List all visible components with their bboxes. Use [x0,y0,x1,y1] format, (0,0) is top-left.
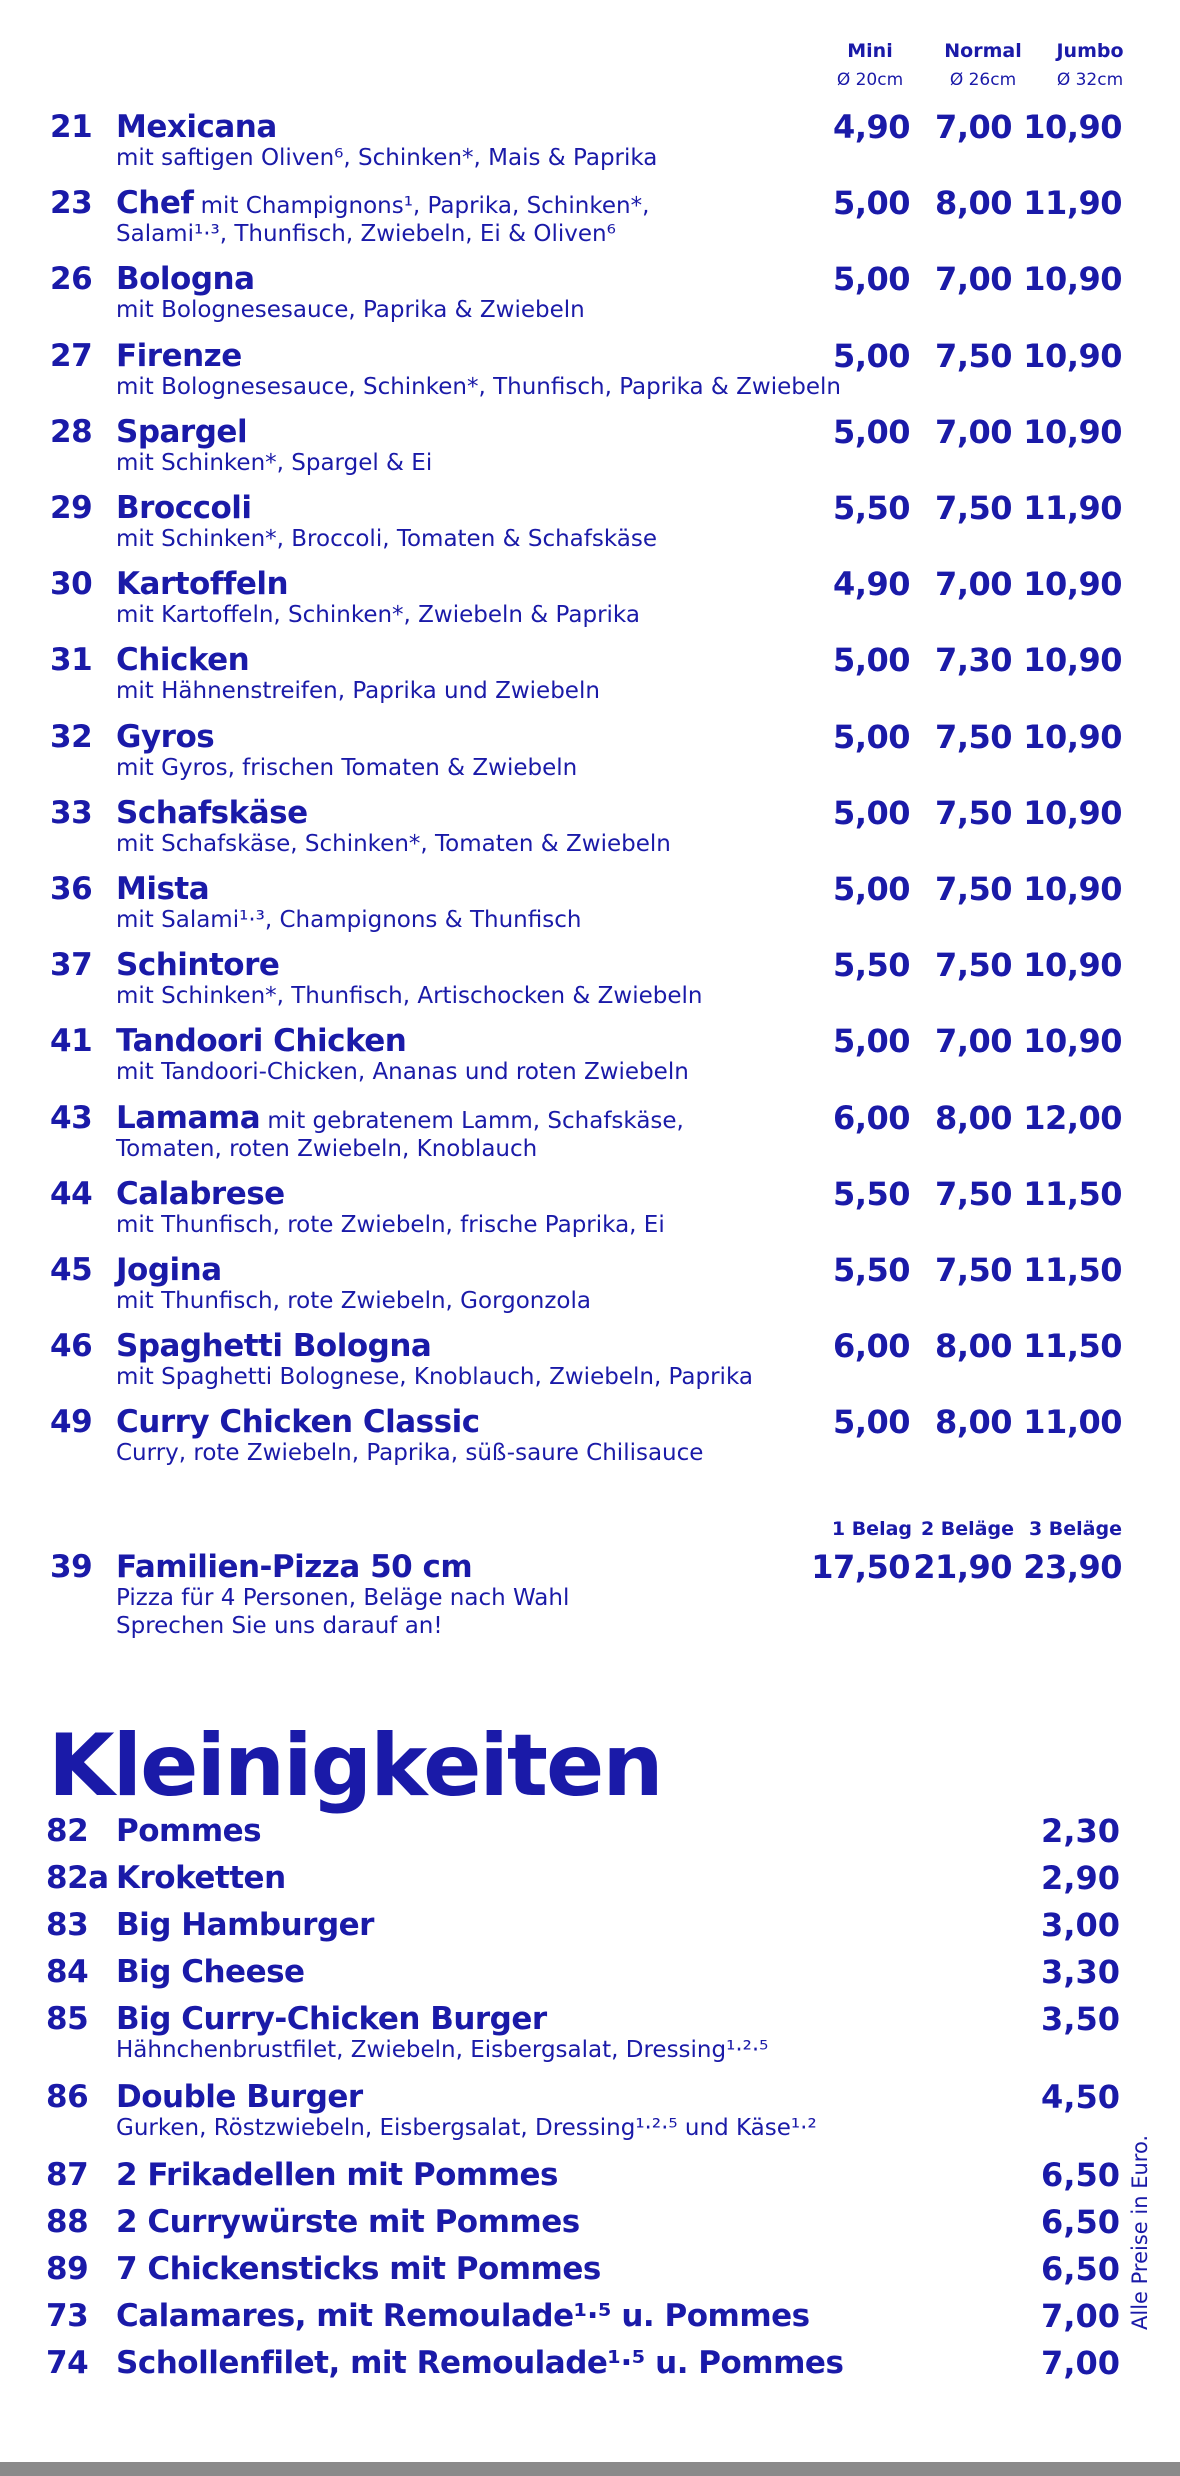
item-name [116,946,279,987]
item-price: 3,00 [1041,1906,1120,1944]
item-description: mit Spaghetti Bolognese, Knoblauch, Zwiebeln, Paprika [116,1364,753,1390]
price-jumbo: 11,90 [1023,184,1122,222]
item-description: mit Schinken*, Spargel & Ei [116,450,433,476]
price-jumbo: 11,50 [1023,1251,1122,1289]
family-header-3: 3 Beläge [1028,1518,1122,1540]
size-diameter-normal: Ø 26cm [949,70,1017,90]
price-normal: 8,00 [935,1403,1012,1441]
price-mini: 5,00 [833,641,910,679]
snack-item [0,1859,1180,1903]
item-number: 36 [50,871,93,907]
item-name-text: Spargel [116,414,248,450]
price-mini: 5,50 [833,946,910,984]
item-price: 7,00 [1041,2344,1120,2382]
item-description: Pizza für 4 Personen, Beläge nach Wahl [116,1585,570,1611]
item-number: 26 [50,261,93,297]
item-name-text: Firenze [116,338,242,374]
item-number: 89 [46,2251,89,2287]
price-mini: 5,00 [833,718,910,756]
pizza-item [0,1327,1180,1403]
price-mini: 6,00 [833,1099,910,1137]
item-number: 46 [50,1328,93,1364]
item-number: 27 [50,338,93,374]
pizza-item [0,794,1180,870]
price-jumbo: 10,90 [1023,260,1122,298]
item-number: 82a [46,1860,109,1896]
item-price: 6,50 [1041,2203,1120,2241]
price-normal: 7,50 [935,1175,1012,1213]
price-mini: 4,90 [833,565,910,603]
item-number: 33 [50,795,93,831]
item-description: mit Kartoffeln, Schinken*, Zwiebeln & Paprika [116,602,640,628]
pizza-item [0,641,1180,717]
price-normal: 7,50 [935,337,1012,375]
price-normal: 7,50 [935,718,1012,756]
family-header-2: 2 Beläge [920,1518,1014,1540]
price-normal: 7,00 [935,1022,1012,1060]
snack-item [0,2000,1180,2063]
price-mini: 5,00 [833,794,910,832]
price-jumbo: 10,90 [1023,565,1122,603]
item-name: Schollenfilet, mit Remoulade¹·⁵ u. Pommes [116,2345,844,2381]
item-price: 2,30 [1041,1812,1120,1850]
item-name-text: Schafskäse [116,795,308,831]
item-name [116,794,308,835]
item-name [116,337,242,378]
price-jumbo: 10,90 [1023,794,1122,832]
price-normal: 8,00 [935,1327,1012,1365]
price-normal: 8,00 [935,1099,1012,1137]
price-jumbo: 10,90 [1023,337,1122,375]
item-number: 88 [46,2204,89,2240]
snack-item [0,1906,1180,1950]
item-number: 29 [50,490,93,526]
price-mini: 5,00 [833,337,910,375]
pizza-item [0,184,1180,260]
pizza-item [0,260,1180,336]
price-jumbo: 10,90 [1023,946,1122,984]
item-name [116,1099,684,1140]
price-normal: 7,50 [935,794,1012,832]
item-description: mit Bolognesesauce, Schinken*, Thunfisch, Paprika & Zwiebeln [116,374,841,400]
price-jumbo: 10,90 [1023,718,1122,756]
item-number: 21 [50,109,93,145]
item-description: mit Thunfisch, rote Zwiebeln, frische Paprika, Ei [116,1212,665,1238]
item-description-2: Sprechen Sie uns darauf an! [116,1613,443,1639]
pizza-item [0,1251,1180,1327]
item-name: 2 Currywürste mit Pommes [116,2204,580,2240]
item-number: 82 [46,1813,89,1849]
price-mini: 5,50 [833,1175,910,1213]
pizza-item [0,1022,1180,1098]
item-name-text: Calabrese [116,1176,285,1212]
item-name [116,565,288,606]
item-number: 41 [50,1023,93,1059]
item-price: 7,00 [1041,2297,1120,2335]
item-name-text: Tandoori Chicken [116,1023,407,1059]
price-3-toppings: 23,90 [1023,1548,1122,1586]
item-number: 39 [50,1549,93,1585]
item-name: Kroketten [116,1860,286,1896]
item-description: Gurken, Röstzwiebeln, Eisbergsalat, Dressing¹·²·⁵ und Käse¹·² [116,2115,817,2141]
price-normal: 7,50 [935,1251,1012,1289]
item-number: 44 [50,1176,93,1212]
snack-item [0,2250,1180,2294]
item-description: mit Gyros, frischen Tomaten & Zwiebeln [116,755,578,781]
item-inline-description: mit Champignons¹, Paprika, Schinken*, [193,193,650,219]
item-name: Familien-Pizza 50 cm [116,1549,473,1585]
item-name [116,1022,406,1063]
price-jumbo: 10,90 [1023,108,1122,146]
snack-item [0,1812,1180,1856]
item-number: 37 [50,947,93,983]
price-mini: 5,00 [833,1403,910,1441]
pizza-item [0,1099,1180,1175]
size-header-mini: Mini [847,40,893,62]
price-2-toppings: 21,90 [913,1548,1012,1586]
item-description: Curry, rote Zwiebeln, Paprika, süß-saure Chilisauce [116,1440,704,1466]
price-jumbo: 11,90 [1023,489,1122,527]
pizza-item [0,108,1180,184]
item-description: Salami¹·³, Thunfisch, Zwiebeln, Ei & Oliven⁶ [116,221,616,247]
item-name [116,641,249,682]
price-normal: 7,30 [935,641,1012,679]
item-number: 30 [50,566,93,602]
snack-item [0,2344,1180,2388]
price-normal: 7,00 [935,565,1012,603]
pizza-item [0,1175,1180,1251]
price-note: Alle Preise in Euro. [1128,2134,1152,2330]
item-name [116,260,255,301]
price-jumbo: 10,90 [1023,1022,1122,1060]
price-1-topping: 17,50 [811,1548,910,1586]
item-description: mit Bolognesesauce, Paprika & Zwiebeln [116,297,585,323]
item-description: mit Thunfisch, rote Zwiebeln, Gorgonzola [116,1288,591,1314]
item-name-text: Curry Chicken Classic [116,1404,480,1440]
family-pizza-item [0,1548,1180,1648]
price-jumbo: 10,90 [1023,870,1122,908]
item-name [116,718,214,759]
snack-item [0,2297,1180,2341]
snack-item [0,2203,1180,2247]
price-mini: 5,50 [833,1251,910,1289]
price-mini: 5,00 [833,260,910,298]
item-name [116,1403,480,1444]
item-description: mit Salami¹·³, Champignons & Thunfisch [116,907,582,933]
size-diameter-mini: Ø 20cm [836,70,904,90]
item-number: 23 [50,185,93,221]
item-name-text: Gyros [116,719,215,755]
item-price: 6,50 [1041,2250,1120,2288]
item-name-text: Broccoli [116,490,252,526]
price-jumbo: 10,90 [1023,641,1122,679]
price-normal: 7,50 [935,946,1012,984]
item-number: 85 [46,2001,89,2037]
item-number: 87 [46,2157,89,2193]
item-name [116,870,209,911]
item-name-text: Mista [116,871,210,907]
item-price: 6,50 [1041,2156,1120,2194]
price-mini: 5,00 [833,1022,910,1060]
item-name: Double Burger [116,2079,363,2115]
item-name [116,489,252,530]
item-name-text: Schintore [116,947,280,983]
size-header-normal: Normal [944,40,1022,62]
item-price: 4,50 [1041,2078,1120,2116]
price-mini: 5,00 [833,870,910,908]
item-description: Hähnchenbrustfilet, Zwiebeln, Eisbergsalat, Dressing¹·²·⁵ [116,2037,769,2063]
item-name: Pommes [116,1813,262,1849]
item-name-text: Chef [116,185,194,221]
item-description: mit Schinken*, Broccoli, Tomaten & Schafskäse [116,526,657,552]
price-mini: 5,50 [833,489,910,527]
snack-item [0,2078,1180,2141]
item-name-text: Jogina [116,1252,222,1288]
item-name [116,413,247,454]
pizza-item [0,946,1180,1022]
item-name-text: Bologna [116,261,255,297]
pizza-item [0,337,1180,413]
item-price: 2,90 [1041,1859,1120,1897]
item-number: 83 [46,1907,89,1943]
item-name: Calamares, mit Remoulade¹·⁵ u. Pommes [116,2298,810,2334]
pizza-item [0,1403,1180,1479]
item-name: 2 Frikadellen mit Pommes [116,2157,558,2193]
item-number: 31 [50,642,93,678]
price-mini: 6,00 [833,1327,910,1365]
price-normal: 7,00 [935,260,1012,298]
item-name-text: Kartoffeln [116,566,289,602]
snack-item [0,2156,1180,2200]
item-number: 28 [50,414,93,450]
pizza-item [0,870,1180,946]
pizza-item [0,489,1180,565]
item-description: mit Schinken*, Thunfisch, Artischocken & Zwiebeln [116,983,703,1009]
size-diameter-jumbo: Ø 32cm [1056,70,1124,90]
item-name [116,1175,285,1216]
price-normal: 7,50 [935,489,1012,527]
item-name [116,1251,222,1292]
item-name [116,108,277,149]
item-name: Big Curry-Chicken Burger [116,2001,547,2037]
item-number: 49 [50,1404,93,1440]
pizza-item [0,413,1180,489]
price-normal: 8,00 [935,184,1012,222]
pizza-item [0,565,1180,641]
item-number: 45 [50,1252,93,1288]
item-name-text: Lamama [116,1100,261,1136]
item-number: 43 [50,1100,93,1136]
size-header-jumbo: Jumbo [1056,40,1124,62]
item-description: mit Schafskäse, Schinken*, Tomaten & Zwiebeln [116,831,671,857]
item-name-text: Chicken [116,642,250,678]
item-name-text: Spaghetti Bologna [116,1328,432,1364]
price-jumbo: 12,00 [1023,1099,1122,1137]
price-jumbo: 11,50 [1023,1175,1122,1213]
item-name: Big Cheese [116,1954,305,1990]
item-description: mit Tandoori-Chicken, Ananas und roten Zwiebeln [116,1059,689,1085]
item-number: 74 [46,2345,89,2381]
pizza-item [0,718,1180,794]
price-mini: 5,00 [833,184,910,222]
price-jumbo: 10,90 [1023,413,1122,451]
price-normal: 7,50 [935,870,1012,908]
snack-item [0,1953,1180,1997]
section-title: Kleinigkeiten [48,1716,662,1816]
item-name [116,1327,431,1368]
item-number: 86 [46,2079,89,2115]
price-mini: 4,90 [833,108,910,146]
item-description: mit Hähnenstreifen, Paprika und Zwiebeln [116,678,600,704]
price-normal: 7,00 [935,413,1012,451]
item-name-text: Mexicana [116,109,277,145]
price-jumbo: 11,00 [1023,1403,1122,1441]
price-mini: 5,00 [833,413,910,451]
item-description: Tomaten, roten Zwiebeln, Knoblauch [116,1136,538,1162]
family-header-1: 1 Belag [831,1518,912,1540]
item-number: 73 [46,2298,89,2334]
price-jumbo: 11,50 [1023,1327,1122,1365]
item-inline-description: mit gebratenem Lamm, Schafskäse, [260,1108,684,1134]
item-price: 3,30 [1041,1953,1120,1991]
item-number: 32 [50,719,93,755]
price-normal: 7,00 [935,108,1012,146]
bottom-edge [0,2462,1180,2476]
item-description: mit saftigen Oliven⁶, Schinken*, Mais & Paprika [116,145,658,171]
item-name: Big Hamburger [116,1907,374,1943]
item-number: 84 [46,1954,89,1990]
item-price: 3,50 [1041,2000,1120,2038]
item-name [116,184,649,225]
item-name: 7 Chickensticks mit Pommes [116,2251,601,2287]
